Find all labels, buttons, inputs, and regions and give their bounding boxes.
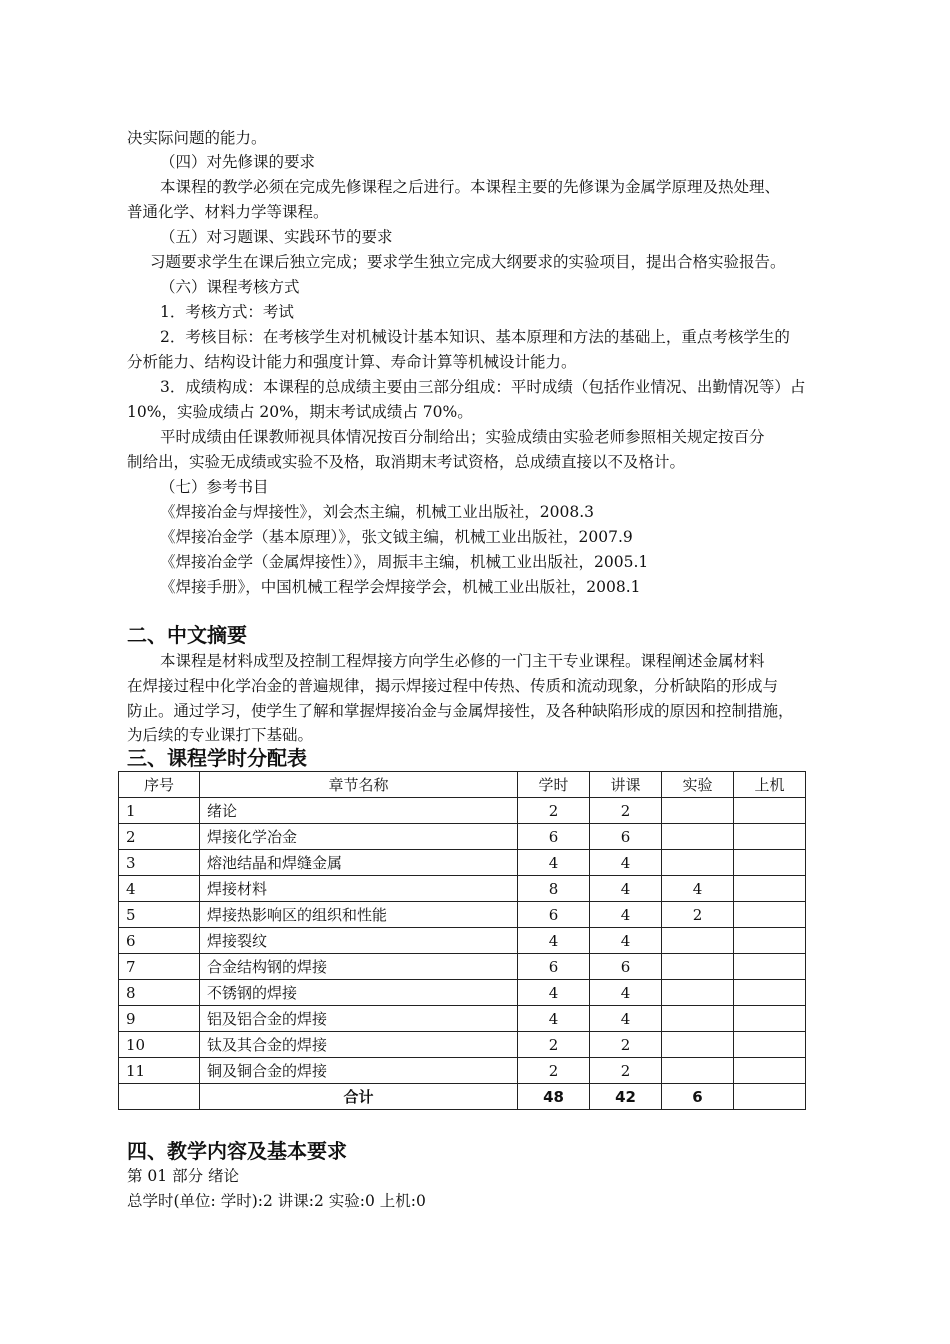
row-hours: 4 [518, 980, 590, 1006]
row-lab [662, 928, 734, 954]
hours-table [118, 771, 806, 1110]
row-lecture: 4 [590, 980, 662, 1006]
row-index: 4 [119, 876, 200, 902]
paragraph-line: 本课程的教学必须在完成先修课程之后进行。本课程主要的先修课为金属学原理及热处理、 [160, 178, 781, 196]
row-index: 5 [119, 902, 200, 928]
total-lecture: 42 [590, 1084, 662, 1110]
row-chapter: 熔池结晶和焊缝金属 [200, 850, 518, 876]
row-index: 11 [119, 1058, 200, 1084]
paragraph-line: 普通化学、材料力学等课程。 [127, 203, 329, 221]
row-hours: 2 [518, 798, 590, 824]
row-chapter: 铜及铜合金的焊接 [200, 1058, 518, 1084]
row-lab: 2 [662, 902, 734, 928]
row-hours: 6 [518, 902, 590, 928]
row-lab [662, 1006, 734, 1032]
table-row [119, 954, 806, 980]
table-header-row [119, 772, 806, 798]
row-chapter: 合金结构钢的焊接 [200, 954, 518, 980]
row-index: 9 [119, 1006, 200, 1032]
table-row [119, 1058, 806, 1084]
row-index: 1 [119, 798, 200, 824]
subheading-references: （七）参考书目 [160, 478, 269, 496]
row-chapter: 焊接热影响区的组织和性能 [200, 902, 518, 928]
row-computer [734, 850, 806, 876]
total-lab: 6 [662, 1084, 734, 1110]
row-lab [662, 798, 734, 824]
row-computer [734, 876, 806, 902]
abstract-line: 为后续的专业课打下基础。 [127, 726, 314, 744]
abstract-line: 防止。通过学习，使学生了解和掌握焊接冶金与金属焊接性，及各种缺陷形成的原因和控制措施， [127, 702, 794, 720]
hours-table-heading: 三、课程学时分配表 [127, 746, 307, 770]
table-row [119, 876, 806, 902]
row-chapter: 钛及其合金的焊接 [200, 1032, 518, 1058]
row-computer [734, 1058, 806, 1084]
part-hours: 总学时(单位: 学时):2 讲课:2 实验:0 上机:0 [127, 1192, 426, 1210]
subheading-prerequisites: （四）对先修课的要求 [160, 153, 316, 171]
row-lab: 4 [662, 876, 734, 902]
row-computer [734, 980, 806, 1006]
total-computer [734, 1084, 806, 1110]
total-label: 合计 [200, 1084, 518, 1110]
row-chapter: 不锈钢的焊接 [200, 980, 518, 1006]
row-computer [734, 1032, 806, 1058]
table-row [119, 1006, 806, 1032]
paragraph-line: 2．考核目标：在考核学生对机械设计基本知识、基本原理和方法的基础上，重点考核学生的 [160, 328, 790, 346]
row-lab [662, 954, 734, 980]
row-chapter: 焊接化学冶金 [200, 824, 518, 850]
row-lecture: 4 [590, 850, 662, 876]
header-chapter: 章节名称 [200, 772, 518, 798]
table-row [119, 980, 806, 1006]
row-lecture: 4 [590, 902, 662, 928]
row-lab [662, 850, 734, 876]
header-computer: 上机 [734, 772, 806, 798]
abstract-line: 在焊接过程中化学冶金的普遍规律，揭示焊接过程中传热、传质和流动现象，分析缺陷的形成与 [127, 677, 779, 695]
row-lecture: 4 [590, 928, 662, 954]
row-lecture: 6 [590, 824, 662, 850]
table-row [119, 824, 806, 850]
row-hours: 6 [518, 824, 590, 850]
row-lecture: 2 [590, 798, 662, 824]
header-index: 序号 [119, 772, 200, 798]
paragraph-line: 分析能力、结构设计能力和强度计算、寿命计算等机械设计能力。 [127, 353, 577, 371]
row-hours: 6 [518, 954, 590, 980]
row-chapter: 焊接材料 [200, 876, 518, 902]
total-index [119, 1084, 200, 1110]
row-index: 2 [119, 824, 200, 850]
row-lecture: 4 [590, 1006, 662, 1032]
paragraph-line: 3．成绩构成：本课程的总成绩主要由三部分组成：平时成绩（包括作业情况、出勤情况等）占 [160, 378, 806, 396]
table-row [119, 850, 806, 876]
row-computer [734, 954, 806, 980]
row-lab [662, 1032, 734, 1058]
row-computer [734, 824, 806, 850]
paragraph-line: 10%，实验成绩占 20%，期末考试成绩占 70%。 [127, 403, 473, 421]
table-row [119, 1032, 806, 1058]
row-computer [734, 902, 806, 928]
row-index: 3 [119, 850, 200, 876]
reference-item: 《焊接冶金学（金属焊接性）》，周振丰主编，机械工业出版社，2005.1 [160, 553, 649, 571]
table-row [119, 928, 806, 954]
row-computer [734, 1006, 806, 1032]
row-hours: 2 [518, 1032, 590, 1058]
row-index: 10 [119, 1032, 200, 1058]
row-hours: 4 [518, 928, 590, 954]
total-hours: 48 [518, 1084, 590, 1110]
paragraph-line: 平时成绩由任课教师视具体情况按百分制给出；实验成绩由实验老师参照相关规定按百分 [160, 428, 765, 446]
table-row [119, 902, 806, 928]
row-lecture: 2 [590, 1032, 662, 1058]
row-index: 7 [119, 954, 200, 980]
abstract-line: 本课程是材料成型及控制工程焊接方向学生必修的一门主干专业课程。课程阐述金属材料 [160, 652, 765, 670]
paragraph-line: 制给出，实验无成绩或实验不及格，取消期末考试资格，总成绩直接以不及格计。 [127, 453, 686, 471]
header-hours: 学时 [518, 772, 590, 798]
header-lab: 实验 [662, 772, 734, 798]
header-lecture: 讲课 [590, 772, 662, 798]
row-lab [662, 1058, 734, 1084]
reference-item: 《焊接冶金学（基本原理）》，张文钺主编，机械工业出版社，2007.9 [160, 528, 633, 546]
row-chapter: 绪论 [200, 798, 518, 824]
table-row [119, 798, 806, 824]
row-lab [662, 824, 734, 850]
reference-item: 《焊接手册》，中国机械工程学会焊接学会，机械工业出版社，2008.1 [160, 578, 641, 596]
row-lab [662, 980, 734, 1006]
row-chapter: 铝及铝合金的焊接 [200, 1006, 518, 1032]
row-lecture: 2 [590, 1058, 662, 1084]
subheading-practice: （五）对习题课、实践环节的要求 [160, 228, 393, 246]
row-hours: 2 [518, 1058, 590, 1084]
abstract-heading: 二、中文摘要 [127, 623, 247, 647]
row-index: 8 [119, 980, 200, 1006]
row-lecture: 6 [590, 954, 662, 980]
row-lecture: 4 [590, 876, 662, 902]
paragraph-line: 1．考核方式：考试 [160, 303, 294, 321]
row-chapter: 焊接裂纹 [200, 928, 518, 954]
paragraph-line: 决实际问题的能力。 [127, 129, 267, 147]
part-title: 第 01 部分 绪论 [127, 1167, 240, 1185]
row-computer [734, 798, 806, 824]
content-heading: 四、教学内容及基本要求 [127, 1139, 347, 1163]
row-hours: 4 [518, 1006, 590, 1032]
subheading-assessment: （六）课程考核方式 [160, 278, 300, 296]
row-index: 6 [119, 928, 200, 954]
reference-item: 《焊接冶金与焊接性》，刘会杰主编，机械工业出版社，2008.3 [160, 503, 594, 521]
row-hours: 4 [518, 850, 590, 876]
row-hours: 8 [518, 876, 590, 902]
paragraph-line: 习题要求学生在课后独立完成；要求学生独立完成大纲要求的实验项目，提出合格实验报告。 [150, 253, 786, 271]
row-computer [734, 928, 806, 954]
table-total-row [119, 1084, 806, 1110]
